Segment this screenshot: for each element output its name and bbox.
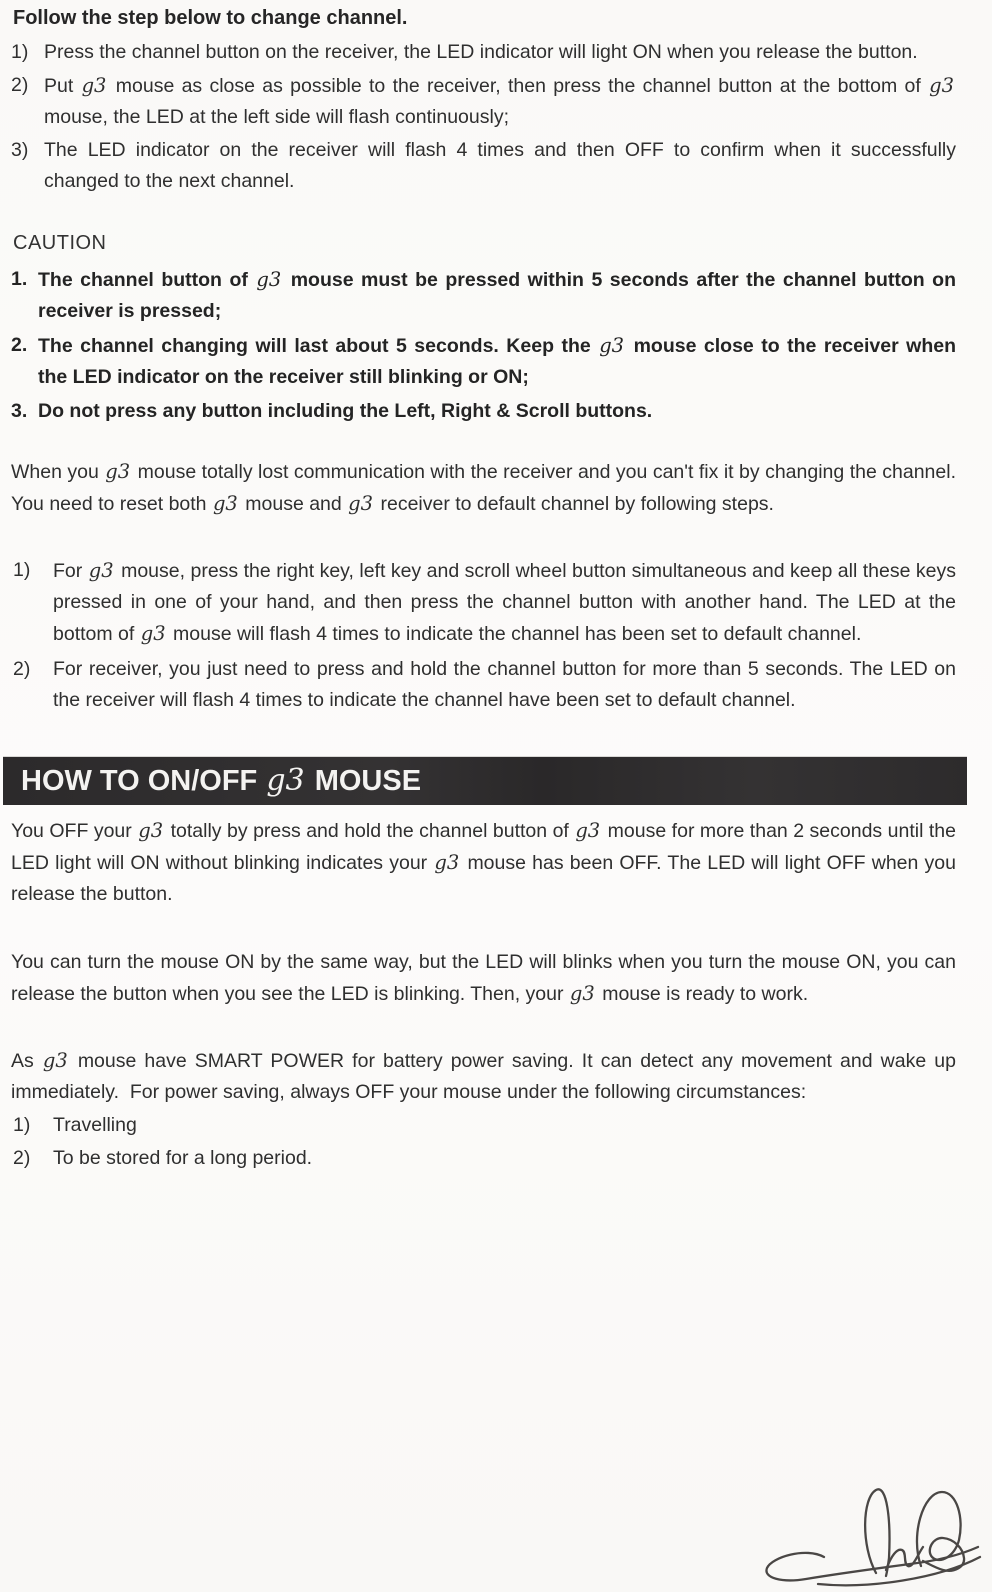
change-channel-steps-list	[11, 37, 956, 197]
g3-wordmark: g3	[569, 982, 595, 1005]
onoff-paragraph-1: You OFF your g3 totally by press and hold the channel button of g3 mouse for more than 2 seconds until the LED light will ON without blinking indicates your g3 mouse has been OFF. The LED will light OFF when you release the button.	[11, 819, 956, 905]
g3-wordmark: g3	[138, 819, 164, 842]
reset-steps-list	[11, 555, 956, 716]
g3-wordmark: g3	[140, 622, 166, 645]
g3-wordmark: g3	[42, 1049, 68, 1072]
list-item-text: For g3 mouse, press the right key, left key and scroll wheel button simultaneous and keep all these keys pressed in one of your hand, and then press the channel button with another hand. The LED at the bottom of g3 mouse will flash 4 times to indicate the channel has been set to default channel.	[53, 559, 957, 645]
list-marker: 2)	[13, 658, 31, 680]
section-heading-change-channel: Follow the step below to change channel.	[13, 7, 408, 29]
g3-wordmark: g3	[266, 762, 305, 798]
g3-wordmark: g3	[88, 559, 114, 582]
list-item-text: Put g3 mouse as close as possible to the receiver, then press the channel button at the bottom of g3 mouse, the LED at the left side will flash continuously;	[44, 74, 955, 128]
reset-intro-paragraph: When you g3 mouse totally lost communication with the receiver and you can't fix it by changing the channel. You need to reset both g3 mouse and g3 receiver to default channel by following steps.	[11, 460, 956, 515]
list-item	[11, 330, 956, 393]
list-marker: 2)	[11, 74, 29, 96]
section-banner-how-to-onoff	[3, 756, 967, 805]
g3-wordmark: g3	[348, 492, 374, 515]
g3-wordmark: g3	[434, 851, 460, 874]
caution-list	[11, 264, 956, 427]
list-item-text: The channel changing will last about 5 seconds. Keep the g3 mouse close to the receiver when the LED indicator on the receiver still blinking or ON;	[38, 334, 956, 388]
smart-power-paragraph: As g3 mouse have SMART POWER for battery power saving. It can detect any movement and wake up immediately. For power saving, always OFF your mouse under the following circumstances:	[11, 1049, 956, 1103]
list-marker: 2.	[11, 334, 28, 356]
onoff-paragraph-2: You can turn the mouse ON by the same way, but the LED will blinks when you turn the mouse ON, you can release the button when you see the LED is blinking. Then, your g3 mouse is ready to work.	[11, 951, 956, 1005]
list-marker: 1.	[11, 268, 28, 290]
g3-wordmark: g3	[105, 460, 131, 483]
list-item	[11, 37, 956, 68]
handwritten-signature	[758, 1398, 992, 1592]
list-marker: 1)	[11, 41, 29, 63]
g3-wordmark: g3	[81, 74, 107, 97]
list-item-text: To be stored for a long period.	[53, 1147, 313, 1169]
caution-heading: CAUTION	[13, 232, 107, 254]
g3-wordmark: g3	[599, 334, 625, 357]
g3-wordmark: g3	[212, 492, 238, 515]
list-item-text: The LED indicator on the receiver will flash 4 times and then OFF to confirm when it successfully changed to the next channel.	[44, 139, 956, 192]
list-item	[11, 1143, 956, 1174]
list-marker: 3.	[11, 400, 28, 422]
banner-title: HOW TO ON/OFF g3 MOUSE	[21, 762, 422, 798]
g3-wordmark: g3	[575, 819, 601, 842]
list-item-text: For receiver, you just need to press and hold the channel button for more than 5 seconds. The LED on the receiver will flash 4 times to indicate the channel have been set to default channel.	[53, 658, 956, 711]
list-marker: 3)	[11, 139, 29, 161]
list-marker: 1)	[13, 1114, 31, 1136]
power-saving-list	[11, 1110, 956, 1174]
list-item-text: Do not press any button including the Left, Right & Scroll buttons.	[38, 400, 653, 422]
g3-wordmark: g3	[256, 268, 282, 291]
g3-wordmark: g3	[929, 74, 955, 97]
list-item-text: The channel button of g3 mouse must be pressed within 5 seconds after the channel button on receiver is pressed;	[38, 268, 956, 322]
list-item	[11, 555, 956, 650]
list-item	[11, 264, 956, 327]
list-marker: 2)	[13, 1147, 31, 1169]
list-item	[11, 135, 956, 197]
list-item	[11, 396, 956, 427]
list-item-text: Press the channel button on the receiver, the LED indicator will light ON when you release the button.	[44, 41, 918, 63]
list-marker: 1)	[13, 559, 31, 581]
list-item	[11, 654, 956, 716]
list-item-text: Travelling	[53, 1114, 137, 1136]
list-item	[11, 70, 956, 133]
list-item	[11, 1110, 956, 1141]
